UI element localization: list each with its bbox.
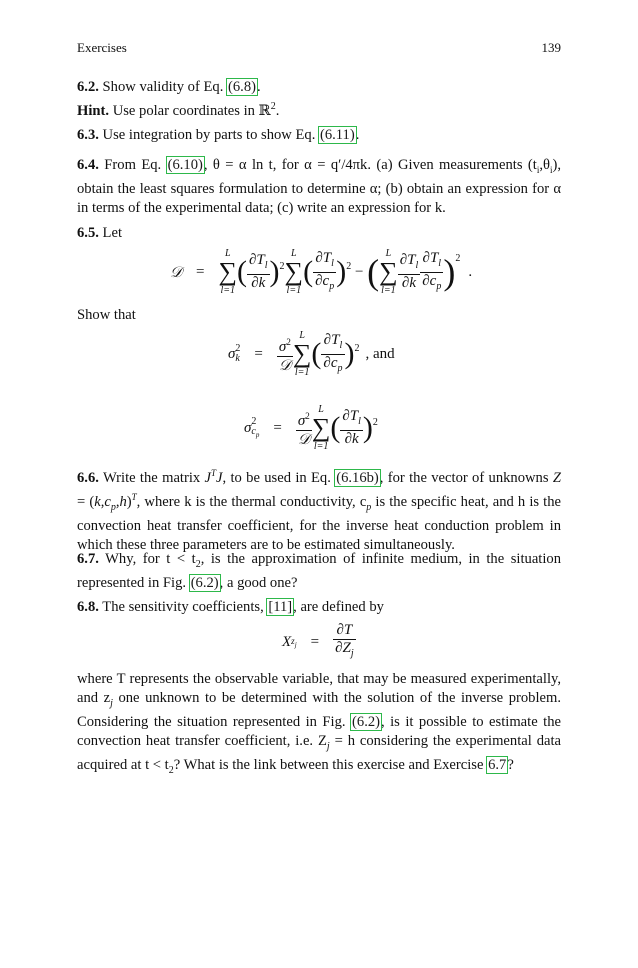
exercise-text: , θ = α ln t, for α = q′/4πk. (a) Given measurements (t xyxy=(203,157,537,173)
hint-label: Hint. xyxy=(77,102,110,119)
exercise-text: where T represents the observable variable, that may be measured experimentally, and z xyxy=(77,671,561,706)
exercise-text: one unknown to be determined with the solution of the inverse problem. Considering the situation represented in Fig. xyxy=(77,690,561,730)
equation-D: 𝒟 = L ∑ l=1 ( $\frac{\partial T_l}{\partial k}$ ) 2 L ∑ l=1 ( $\frac{\partial T_l}{\partial c_p}$ ) 2 − ( L ∑ l=1 $\frac{\partial T_l}{\partial k}$ $\frac{\partial T_l}{\partial c_p}$ ) 2 . xyxy=(170,248,473,296)
equation-sigma-k: σ 2 k = $\frac{\sigma^2}{\text{𝒟}}$ L ∑ l=1 ( $\frac{\partial T_l}{\partial c_p}$ ) 2 , and xyxy=(228,330,395,378)
punct: . xyxy=(355,127,360,143)
exercise-text: Why, for t < t xyxy=(105,551,196,567)
equation-link[interactable]: (6.11) xyxy=(320,127,355,143)
exercise-6-3 xyxy=(77,126,561,145)
punct: . xyxy=(275,102,280,119)
equation-link[interactable]: (6.16b) xyxy=(336,469,379,486)
exercise-number: 6.7. xyxy=(77,551,99,567)
superscript: 2 xyxy=(270,101,276,112)
exercise-link[interactable]: 6.7 xyxy=(488,756,507,773)
show-that xyxy=(77,306,561,325)
exercise-text: Show validity of Eq. xyxy=(102,79,224,95)
hint-text: Use polar coordinates in ℝ xyxy=(112,102,271,119)
equation-Xzj: X $z_j$ = $\frac{\partial T}{\partial Z_j}$ xyxy=(282,622,354,659)
exercise-text: = h considering the experimental data acquired at t < t xyxy=(77,732,561,773)
exercise-text: Show that xyxy=(77,307,136,323)
exercise-text: ? What is the link between this exercise and Exercise xyxy=(173,756,484,773)
running-header xyxy=(77,40,561,56)
header-section: Exercises xyxy=(77,40,127,55)
exercise-6-8-body: where T represents the observable variable, that may be measured experimentally, and $z_j$ one unknown to be determined with the solution of the inverse problem. Considering the situation represented in Fig. (6.2), is it possible to estimate the convection heat transfer coefficient, i.e. $Z_j = h$ considering the experimental data acquired at $t < t_2$? What is the link between this exercise and Exercise 6.7? xyxy=(77,671,561,776)
punct: . xyxy=(256,79,261,95)
exercise-text: The sensitivity coefficients, xyxy=(102,599,264,615)
equation-link[interactable]: (6.10) xyxy=(167,157,203,173)
exercise-text: , are defined by xyxy=(293,599,384,615)
exercise-text: ), obtain the least squares formulation to determine α; (b) obtain an expression for α in terms of the experimental data; (c) write an expression for k. xyxy=(77,157,562,216)
exercise-6-6: 6.6. Write the matrix $J^TJ$, to be used in Eq. (6.16b), for the vector of unknowns $Z = (k,c_p,h)^T$, where k is the thermal conductivity, $c_p$ is the specific heat, and h is the convection heat transfer coefficient, for the inverse heat conduction problem in which these three parameters are to be estimated simultaneously. xyxy=(77,468,561,553)
exercise-number: 6.8. xyxy=(77,599,99,615)
exercise-number: 6.6. xyxy=(77,469,99,486)
equation-sigma-cp: σ 2 $c_p$ = $\frac{\sigma^2}{\text{𝒟}}$ L ∑ l=1 ( $\frac{\partial T_l}{\partial k}$ ) 2 xyxy=(244,404,378,452)
exercise-text: , is it possible to estimate the convection heat transfer coefficient, i.e. Z xyxy=(77,713,561,749)
exercise-text: , to be used in Eq. xyxy=(222,469,331,486)
subscript: i xyxy=(549,164,553,175)
exercise-text: , and xyxy=(365,345,395,362)
exercise-text: , is the approximation of infinite medium, in the situation represented in Fig. xyxy=(77,551,561,591)
exercise-number: 6.3. xyxy=(77,127,99,143)
exercise-text: ,θ xyxy=(539,157,550,173)
exercise-number: 6.4. xyxy=(77,157,99,173)
exercise-text: is the specific heat, and h is the convection heat transfer coefficient, for the inverse heat conduction problem in which these three parameters are to be estimated simultaneously. xyxy=(77,493,561,553)
equation-link[interactable]: (6.8) xyxy=(228,79,256,95)
page-number: 139 xyxy=(541,40,561,55)
exercise-6-5 xyxy=(77,224,561,243)
exercise-6-7: 6.7. Why, for $t < t_2$, is the approximation of infinite medium, in the situation represented in Fig. (6.2), a good one? xyxy=(77,551,561,591)
exercise-number: 6.5. xyxy=(77,225,99,241)
exercise-text: Use integration by parts to show Eq. xyxy=(102,127,316,143)
subscript: i xyxy=(536,164,540,175)
exercise-6-2 xyxy=(77,78,561,121)
exercise-number: 6.2. xyxy=(77,79,99,95)
exercise-text: , where k is the thermal conductivity, c xyxy=(136,493,367,510)
punct: . xyxy=(468,263,473,280)
exercise-text: , a good one? xyxy=(219,574,298,591)
punct: ? xyxy=(507,756,514,773)
exercise-text: From Eq. xyxy=(104,157,162,173)
figure-link[interactable]: (6.2) xyxy=(352,713,380,730)
exercise-text: , for the vector of unknowns xyxy=(379,469,549,486)
figure-link[interactable]: (6.2) xyxy=(190,574,219,591)
exercise-text: Write the matrix xyxy=(102,469,201,486)
exercise-6-4 xyxy=(77,156,561,218)
exercise-6-8 xyxy=(77,598,561,617)
exercise-text: Let xyxy=(102,225,122,241)
citation-link[interactable]: [11] xyxy=(268,599,293,615)
